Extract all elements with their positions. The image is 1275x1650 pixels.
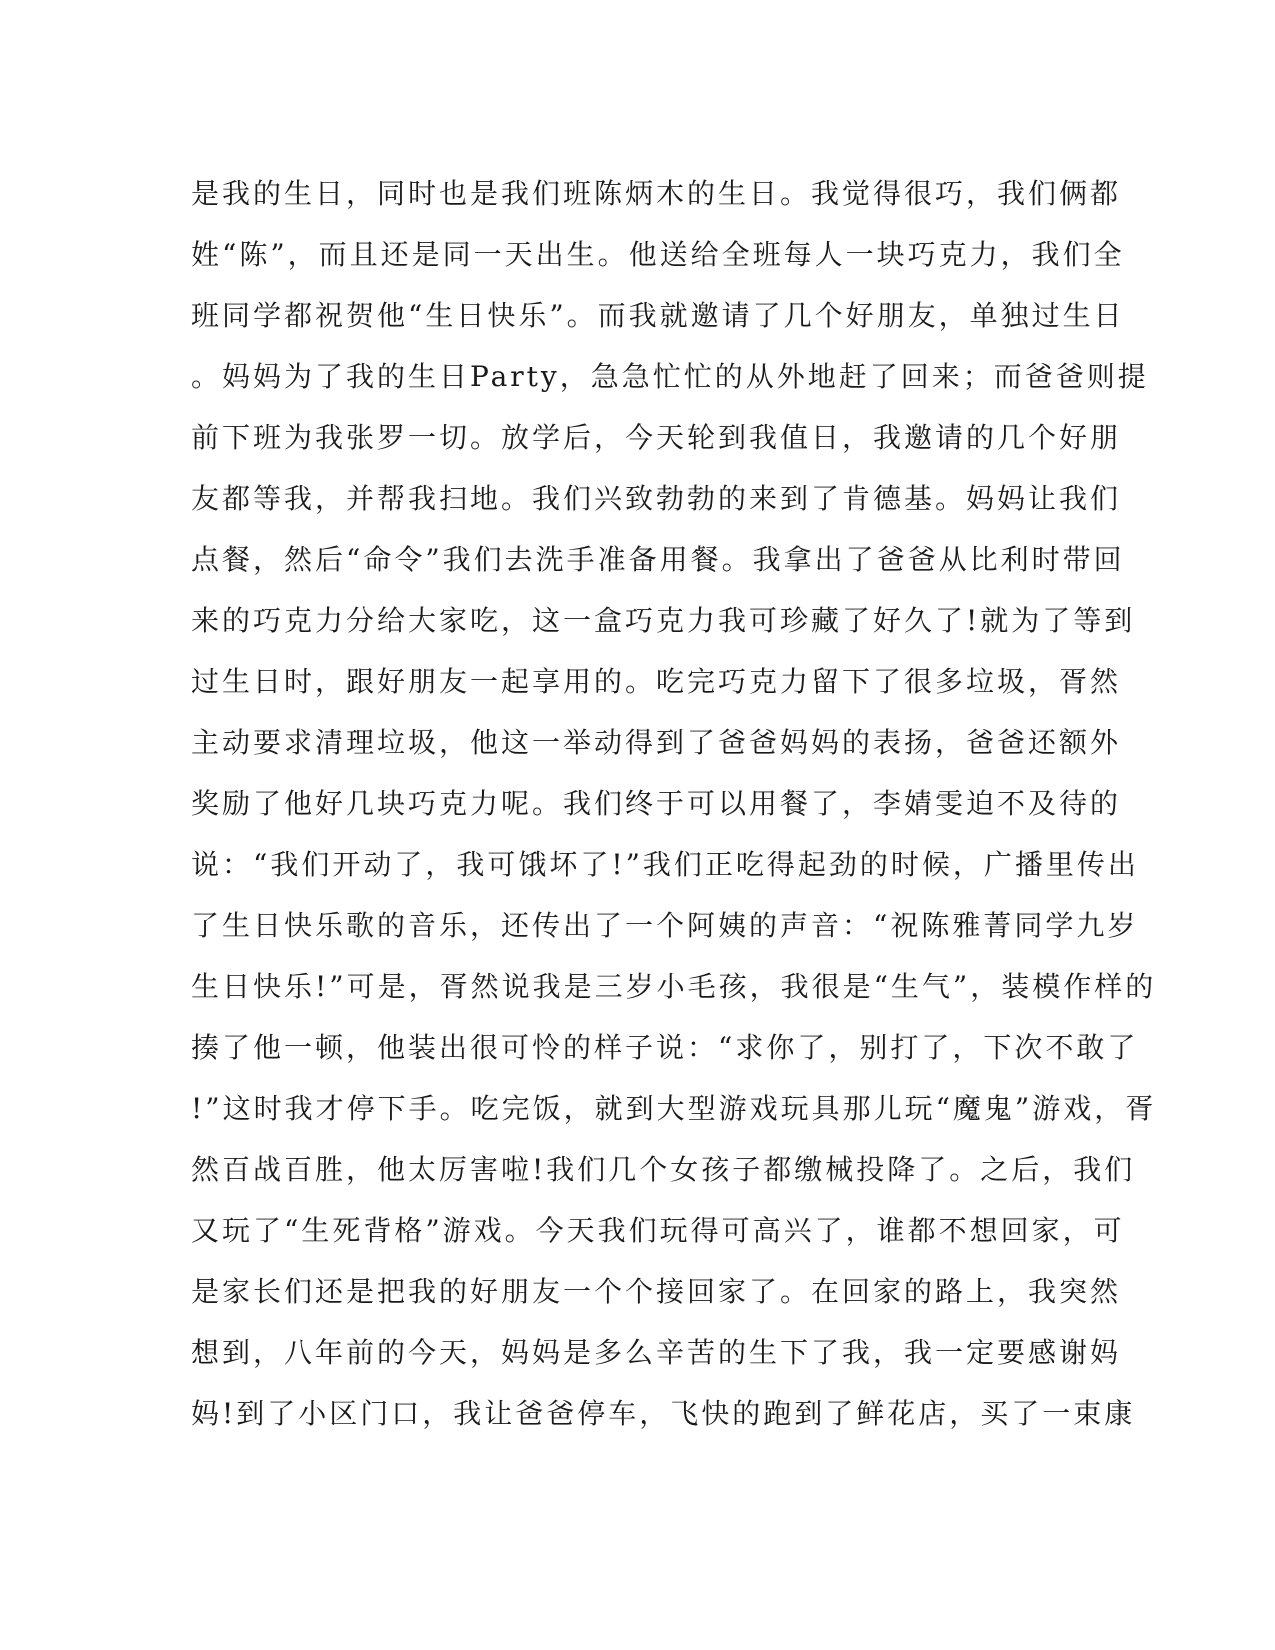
text-line: 友都等我，并帮我扫地。我们兴致勃勃的来到了肯德基。妈妈让我们: [191, 482, 1122, 515]
text-line: 点餐，然后“命令”我们去洗手准备用餐。我拿出了爸爸从比利时带回: [191, 543, 1125, 576]
text-line: !”这时我才停下手。吃完饭，就到大型游戏玩具那儿玩“魔鬼”游戏，胥: [191, 1092, 1157, 1125]
text-line: 班同学都祝贺他“生日快乐”。而我就邀请了几个好朋友，单独过生日: [191, 299, 1125, 332]
text-line: 想到，八年前的今天，妈妈是多么辛苦的生下了我，我一定要感谢妈: [191, 1336, 1122, 1369]
body-text: [191, 163, 1157, 1444]
text-line: 姓“陈”，而且还是同一天出生。他送给全班每人一块巧克力，我们全: [191, 238, 1125, 271]
text-line: 过生日时，跟好朋友一起享用的。吃完巧克力留下了很多垃圾，胥然: [191, 665, 1122, 698]
text-line: 说：“我们开动了，我可饿坏了!”我们正吃得起劲的时候，广播里传出: [191, 848, 1139, 881]
text-line: 来的巧克力分给大家吃，这一盒巧克力我可珍藏了好久了!就为了等到: [191, 604, 1136, 637]
text-line: 奖励了他好几块巧克力呢。我们终于可以用餐了，李婧雯迫不及待的: [191, 787, 1122, 820]
text-line: 揍了他一顿，他装出很可怜的样子说：“求你了，别打了，下次不敢了: [191, 1031, 1139, 1064]
text-line: 是家长们还是把我的好朋友一个个接回家了。在回家的路上，我突然: [191, 1275, 1122, 1308]
text-line: 了生日快乐歌的音乐，还传出了一个阿姨的声音：“祝陈雅菁同学九岁: [191, 909, 1139, 942]
text-line: 然百战百胜，他太厉害啦!我们几个女孩子都缴械投降了。之后，我们: [191, 1153, 1136, 1186]
text-line: 妈!到了小区门口，我让爸爸停车，飞快的跑到了鲜花店，买了一束康: [191, 1397, 1136, 1430]
text-line: 生日快乐!”可是，胥然说我是三岁小毛孩，我很是“生气”，装模作样的: [191, 970, 1157, 1003]
text-line: 前下班为我张罗一切。放学后，今天轮到我值日，我邀请的几个好朋: [191, 421, 1122, 454]
text-line: 主动要求清理垃圾，他这一举动得到了爸爸妈妈的表扬，爸爸还额外: [191, 726, 1122, 759]
text-line: 是我的生日，同时也是我们班陈炳木的生日。我觉得很巧，我们俩都: [191, 177, 1122, 210]
text-line: 。妈妈为了我的生日Party，急急忙忙的从外地赶了回来；而爸爸则提: [191, 360, 1149, 393]
text-line: 又玩了“生死背格”游戏。今天我们玩得可高兴了，谁都不想回家，可: [191, 1214, 1125, 1247]
